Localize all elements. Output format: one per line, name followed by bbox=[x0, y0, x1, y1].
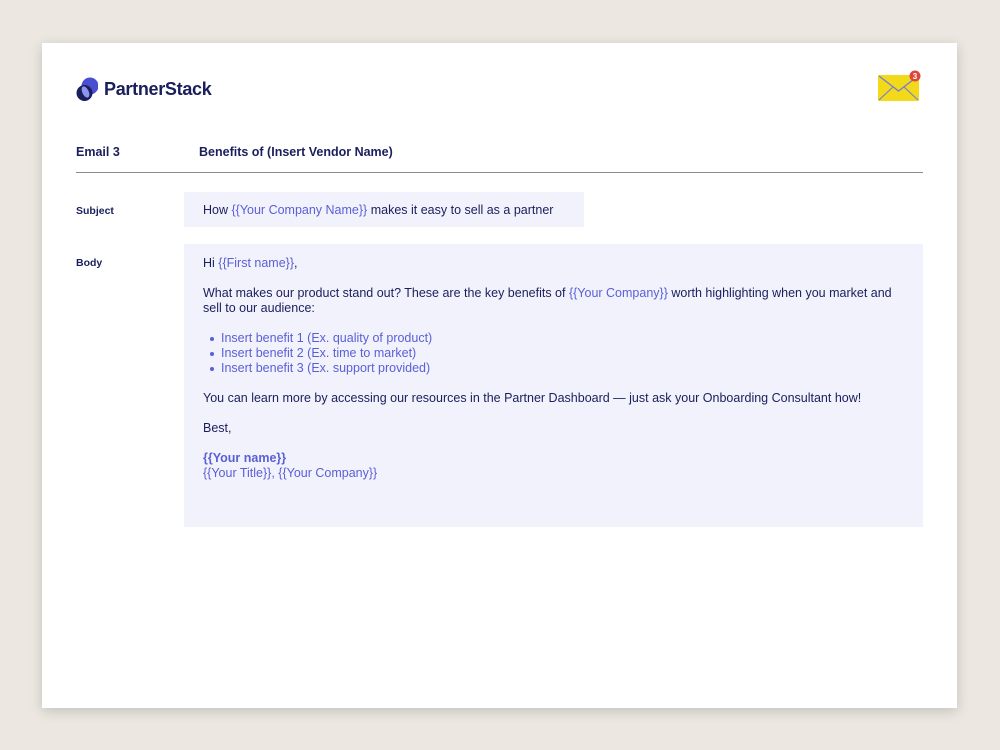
body-field bbox=[184, 244, 923, 527]
intro-paragraph bbox=[203, 286, 904, 316]
closing-paragraph: You can learn more by accessing our resources in the Partner Dashboard — just ask your Onboarding Consultant how! bbox=[203, 391, 862, 405]
signature-name: {{Your name}} bbox=[203, 451, 287, 465]
subject-prefix: How bbox=[203, 203, 232, 217]
subject-company-variable: {{Your Company Name}} bbox=[231, 203, 368, 217]
first-name-variable: {{First name}} bbox=[218, 256, 295, 270]
intro-suffix: worth highlighting when you market and sell to our audience: bbox=[203, 286, 892, 315]
company-variable: {{Your Company}} bbox=[568, 286, 668, 300]
brand-logo bbox=[76, 76, 211, 102]
subject-label: Subject bbox=[76, 205, 114, 217]
subject-suffix: makes it easy to sell as a partner bbox=[367, 203, 554, 217]
list-item: Insert benefit 3 (Ex. support provided) bbox=[221, 361, 904, 376]
subject-field bbox=[184, 192, 584, 227]
list-item: Insert benefit 1 (Ex. quality of product) bbox=[221, 331, 904, 346]
greeting-line bbox=[203, 256, 904, 271]
notification-badge-count: 3 bbox=[912, 72, 918, 81]
list-item: Insert benefit 2 (Ex. time to market) bbox=[221, 346, 904, 361]
envelope-icon bbox=[877, 70, 923, 104]
header-divider bbox=[76, 172, 923, 173]
brand-name: PartnerStack bbox=[104, 78, 212, 99]
partnerstack-logo-icon bbox=[76, 76, 98, 102]
body-label: Body bbox=[76, 257, 103, 269]
email-template-card bbox=[42, 43, 957, 708]
email-title: Benefits of (Insert Vendor Name) bbox=[199, 145, 393, 159]
email-number: Email 3 bbox=[76, 145, 120, 159]
greeting-suffix: , bbox=[294, 256, 298, 270]
benefits-list bbox=[203, 331, 904, 376]
signoff: Best, bbox=[203, 421, 232, 435]
greeting-prefix: Hi bbox=[203, 256, 219, 270]
intro-prefix: What makes our product stand out? These are the key benefits of bbox=[203, 286, 569, 300]
signature-title: {{Your Title}}, {{Your Company}} bbox=[203, 466, 378, 480]
